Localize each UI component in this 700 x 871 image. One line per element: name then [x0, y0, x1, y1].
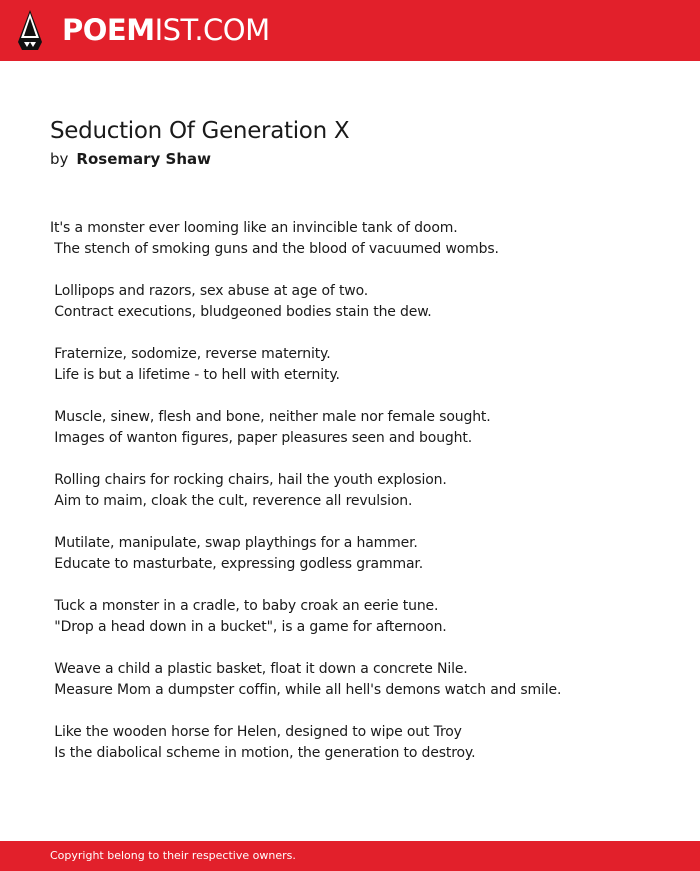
- stanza-break: [50, 386, 670, 407]
- copyright-text: Copyright belong to their respective owners.: [50, 849, 296, 862]
- author-name: Rosemary Shaw: [76, 150, 211, 168]
- poem-line: Educate to masturbate, expressing godless grammar.: [50, 556, 424, 572]
- by-label: by: [50, 150, 69, 168]
- poem-line: Life is but a lifetime - to hell with eternity.: [50, 367, 340, 383]
- poem-title: Seduction Of Generation X: [50, 118, 350, 144]
- logo-brand-bold: POEM: [62, 13, 155, 47]
- poem-line: Muscle, sinew, flesh and bone, neither male nor female sought.: [50, 409, 491, 425]
- stanza-break: [50, 323, 670, 344]
- poem-line: Contract executions, bludgeoned bodies stain the dew.: [50, 304, 432, 320]
- site-logo-text: [62, 10, 270, 50]
- stanza-break: [50, 701, 670, 722]
- poem-body: [50, 218, 670, 764]
- poem-line: "Drop a head down in a bucket", is a game for afternoon.: [50, 619, 447, 635]
- poem-line: Lollipops and razors, sex abuse at age of two.: [50, 283, 369, 299]
- poem-line: Measure Mom a dumpster coffin, while all hell's demons watch and smile.: [50, 682, 562, 698]
- stanza-break: [50, 512, 670, 533]
- stanza-break: [50, 575, 670, 596]
- poem-line: Images of wanton figures, paper pleasures seen and bought.: [50, 430, 473, 446]
- poem-line: Fraternize, sodomize, reverse maternity.: [50, 346, 331, 362]
- poem-line: Weave a child a plastic basket, float it down a concrete Nile.: [50, 661, 468, 677]
- poem-line: Aim to maim, cloak the cult, reverence all revulsion.: [50, 493, 413, 509]
- poem-line: Is the diabolical scheme in motion, the generation to destroy.: [50, 745, 476, 761]
- poem-line: Mutilate, manipulate, swap playthings for a hammer.: [50, 535, 418, 551]
- poem-line: Rolling chairs for rocking chairs, hail the youth explosion.: [50, 472, 447, 488]
- pencil-tip-icon: [18, 10, 42, 50]
- poem-line: The stench of smoking guns and the blood of vacuumed wombs.: [50, 241, 499, 257]
- site-footer: [0, 841, 700, 871]
- byline: [50, 148, 211, 170]
- stanza-break: [50, 638, 670, 659]
- poem-line: Tuck a monster in a cradle, to baby croak an eerie tune.: [50, 598, 439, 614]
- poem-line: Like the wooden horse for Helen, designed to wipe out Troy: [50, 724, 462, 740]
- stanza-break: [50, 260, 670, 281]
- home-link[interactable]: [0, 0, 270, 61]
- poem-line: It's a monster ever looming like an invincible tank of doom.: [50, 220, 458, 236]
- stanza-break: [50, 449, 670, 470]
- site-header: [0, 0, 700, 61]
- logo-brand-light: IST.COM: [154, 13, 270, 47]
